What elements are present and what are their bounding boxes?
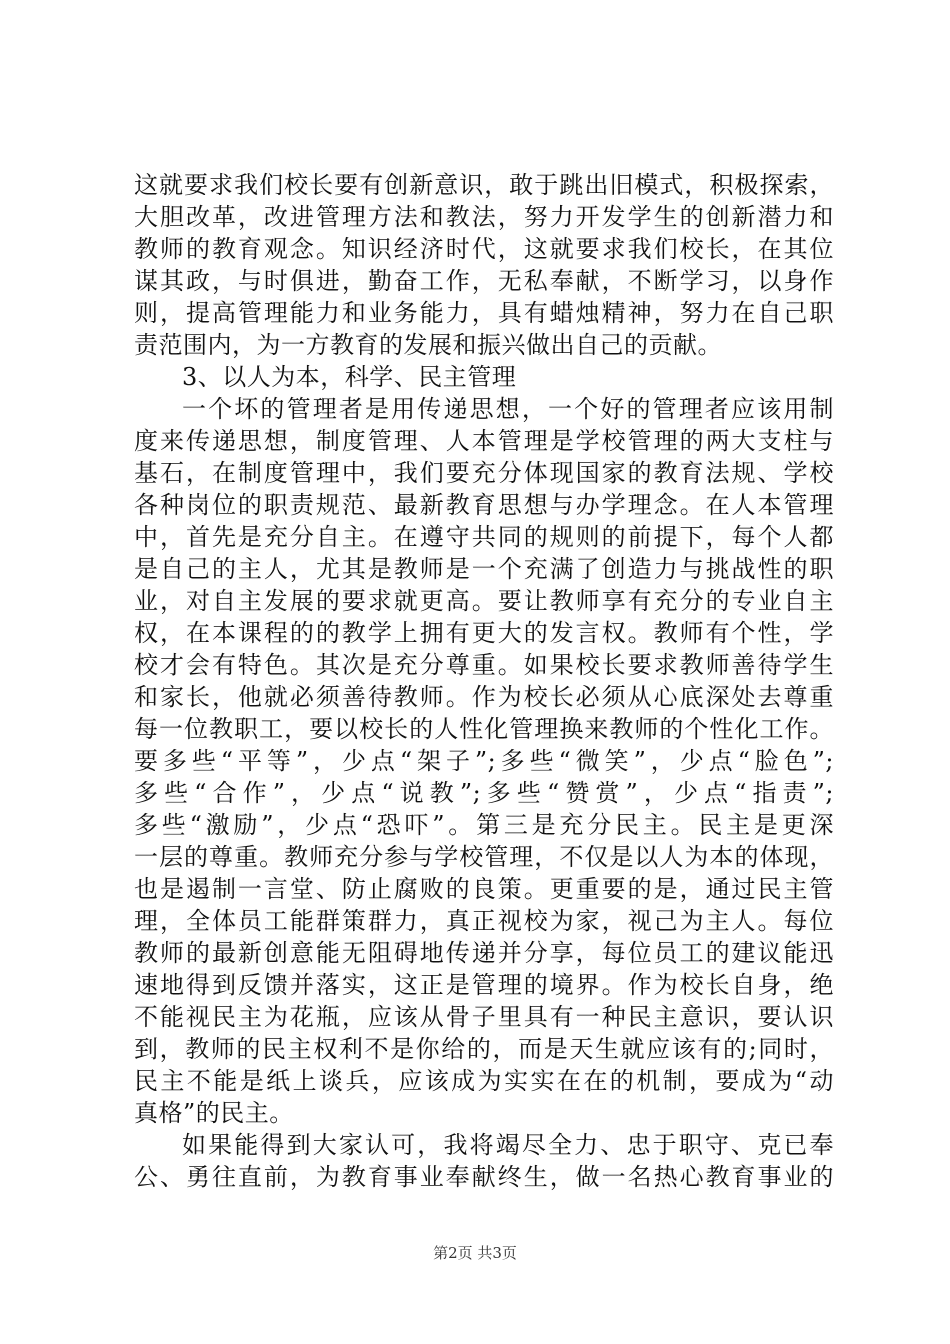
text-line: 多些“激励”，少点“恐吓”。第三是充分民主。民主是更深 <box>134 811 834 839</box>
text-line: 多些“合作”，少点“说教”;多些“赞赏”，少点“指责”; <box>134 779 834 807</box>
text-line: 各种岗位的职责规范、最新教育思想与办学理念。在人本管理 <box>134 491 834 519</box>
text-line: 教师的最新创意能无阻碍地传递并分享，每位员工的建议能迅 <box>134 939 834 967</box>
text-line: 公、勇往直前，为教育事业奉献终生，做一名热心教育事业的 <box>134 1163 834 1191</box>
paragraph <box>134 393 834 1129</box>
text-line: 则，提高管理能力和业务能力，具有蜡烛精神，努力在自己职 <box>134 299 834 327</box>
page-footer <box>0 1242 950 1263</box>
text-line: 度来传递思想，制度管理、人本管理是学校管理的两大支柱与 <box>134 427 834 455</box>
text-line: 也是遏制一言堂、防止腐败的良策。更重要的是，通过民主管 <box>134 875 834 903</box>
text-line: 民主不能是纸上谈兵，应该成为实实在在的机制，要成为“动 <box>134 1067 834 1095</box>
text-line: 责范围内，为一方教育的发展和振兴做出自己的贡献。 <box>134 331 722 359</box>
text-line: 真格”的民主。 <box>134 1099 294 1127</box>
page-number: 第2页 共3页 <box>433 1244 517 1262</box>
text-line: 中，首先是充分自主。在遵守共同的规则的前提下，每个人都 <box>134 523 834 551</box>
text-line: 到，教师的民主权利不是你给的，而是天生就应该有的;同时， <box>134 1035 834 1063</box>
text-line: 是自己的主人，尤其是教师是一个充满了创造力与挑战性的职 <box>134 555 834 583</box>
document-body <box>134 169 834 1193</box>
paragraph <box>134 169 834 361</box>
text-line: 业，对自主发展的要求就更高。要让教师享有充分的专业自主 <box>134 587 834 615</box>
text-line: 一个坏的管理者是用传递思想，一个好的管理者应该用制 <box>182 395 834 423</box>
text-line: 谋其政，与时俱进，勤奋工作，无私奉献，不断学习，以身作 <box>134 267 834 295</box>
text-line: 权，在本课程的的教学上拥有更大的发言权。教师有个性，学 <box>134 619 834 647</box>
text-line: 每一位教职工，要以校长的人性化管理换来教师的个性化工作。 <box>134 715 834 743</box>
text-line: 和家长，他就必须善待教师。作为校长必须从心底深处去尊重 <box>134 683 834 711</box>
text-line: 3、以人为本，科学、民主管理 <box>182 363 517 391</box>
text-line: 速地得到反馈并落实，这正是管理的境界。作为校长自身，绝 <box>134 971 834 999</box>
text-line: 校才会有特色。其次是充分尊重。如果校长要求教师善待学生 <box>134 651 834 679</box>
text-line: 理，全体员工能群策群力，真正视校为家，视己为主人。每位 <box>134 907 834 935</box>
text-line: 要多些“平等”，少点“架子”;多些“微笑”，少点“脸色”; <box>134 747 834 775</box>
text-line: 教师的教育观念。知识经济时代，这就要求我们校长，在其位 <box>134 235 834 263</box>
text-line: 大胆改革，改进管理方法和教法，努力开发学生的创新潜力和 <box>134 203 834 231</box>
text-line: 一层的尊重。教师充分参与学校管理，不仅是以人为本的体现， <box>134 843 834 871</box>
text-line: 这就要求我们校长要有创新意识，敢于跳出旧模式，积极探索， <box>134 171 834 199</box>
text-line: 基石，在制度管理中，我们要充分体现国家的教育法规、学校 <box>134 459 834 487</box>
paragraph <box>134 361 834 393</box>
text-line: 不能视民主为花瓶，应该从骨子里具有一种民主意识，要认识 <box>134 1003 834 1031</box>
text-line: 如果能得到大家认可，我将竭尽全力、忠于职守、克已奉 <box>182 1131 834 1159</box>
paragraph <box>134 1129 834 1193</box>
